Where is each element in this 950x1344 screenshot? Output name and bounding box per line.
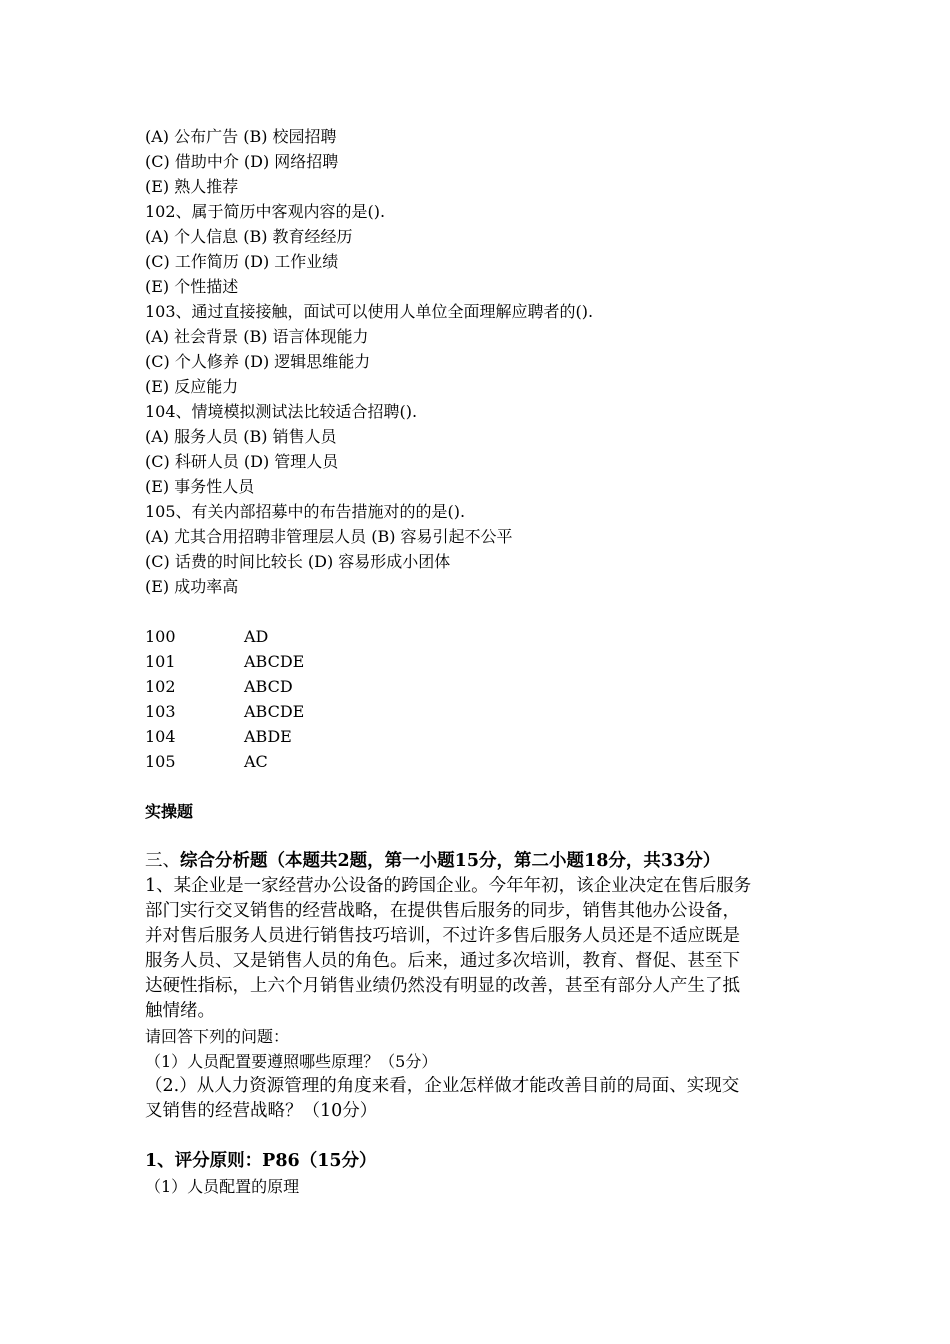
question-option: (C) 科研人员 (D) 管理人员 [145,452,339,471]
sub-question-2-line: （2.）从人力资源管理的角度来看，企业怎样做才能改善目前的局面、实现交 [145,1076,740,1096]
question-103 [145,299,825,399]
question-option: (A) 尤其合用招聘非管理层人员 (B) 容易引起不公平 [145,527,513,546]
answer-row [145,749,825,774]
question-prompt: 请回答下列的问题： [145,1027,290,1046]
q101-option-cd: (C) 借助中介 (D) 网络招聘 [145,152,339,171]
case-line: 1、某企业是一家经营办公设备的跨国企业。今年年初，该企业决定在售后服务 [145,876,752,896]
answer-row [145,624,825,649]
question-stem: 103、通过直接接触，面试可以使用人单位全面理解应聘者的(). [145,302,594,321]
answer-choice: AC [244,752,268,771]
spacer [145,824,825,849]
q101-option-e: (E) 熟人推荐 [145,177,239,196]
answer-row [145,699,825,724]
section-3-heading [145,849,825,874]
scoring-item: （1）人员配置的原理 [145,1177,300,1196]
question-option: (A) 服务人员 (B) 销售人员 [145,427,337,446]
scoring-title: 1、评分原则：P86（15分） [145,1151,377,1171]
question-option: (C) 话费的时间比较长 (D) 容易形成小团体 [145,552,451,571]
answer-key [145,624,825,774]
question-stem: 105、有关内部招募中的布告措施对的的是(). [145,502,466,521]
answer-choice: ABCDE [244,652,305,671]
case-line: 服务人员、又是销售人员的角色。后来，通过多次培训，教育、督促、甚至下 [145,951,740,971]
case-line: 部门实行交叉销售的经营战略，在提供售后服务的同步，销售其他办公设备， [145,901,740,921]
question-option: (E) 成功率高 [145,577,239,596]
spacer [145,774,825,799]
q101-option-ab: (A) 公布广告 (B) 校园招聘 [145,127,337,146]
spacer [145,599,825,624]
q101-options [145,124,825,199]
section-title: 实操题 [145,802,194,821]
question-option: (A) 个人信息 (B) 教育经经历 [145,227,353,246]
answer-row [145,674,825,699]
section-3-prefix: 三、 [145,851,180,871]
question-stem: 104、情境模拟测试法比较适合招聘(). [145,402,418,421]
answer-number: 101 [145,652,176,671]
document-page [145,124,825,1199]
sub-question-1: （1）人员配置要遵照哪些原理？（5分） [145,1052,438,1071]
answer-choice: ABCD [244,677,293,696]
answer-number: 105 [145,752,176,771]
case-line: 并对售后服务人员进行销售技巧培训，不过许多售后服务人员还是不适应既是 [145,926,740,946]
case-line: 触情绪。 [145,1001,215,1021]
question-stem: 102、属于简历中客观内容的是(). [145,202,386,221]
section-3-title: 综合分析题（本题共2题，第一小题15分，第二小题18分，共33分） [180,851,721,871]
question-option: (E) 事务性人员 [145,477,255,496]
case-line: 达硬性指标，上六个月销售业绩仍然没有明显的改善，甚至有部分人产生了抵 [145,976,740,996]
answer-choice: ABCDE [244,702,305,721]
spacer [145,1124,825,1149]
section-3 [145,849,825,1124]
question-option: (E) 反应能力 [145,377,239,396]
question-102 [145,199,825,299]
answer-number: 104 [145,727,176,746]
scoring-section [145,1149,825,1199]
answer-choice: AD [244,627,269,646]
question-104 [145,399,825,499]
answer-choice: ABDE [244,727,292,746]
sub-question-2-line: 叉销售的经营战略？（10分） [145,1101,378,1121]
question-option: (E) 个性描述 [145,277,239,296]
question-option: (A) 社会背景 (B) 语言体现能力 [145,327,369,346]
question-option: (C) 工作简历 (D) 工作业绩 [145,252,339,271]
answer-row [145,649,825,674]
answer-number: 100 [145,627,176,646]
question-option: (C) 个人修养 (D) 逻辑思维能力 [145,352,371,371]
answer-number: 102 [145,677,176,696]
answer-number: 103 [145,702,176,721]
question-105 [145,499,825,599]
answer-row [145,724,825,749]
